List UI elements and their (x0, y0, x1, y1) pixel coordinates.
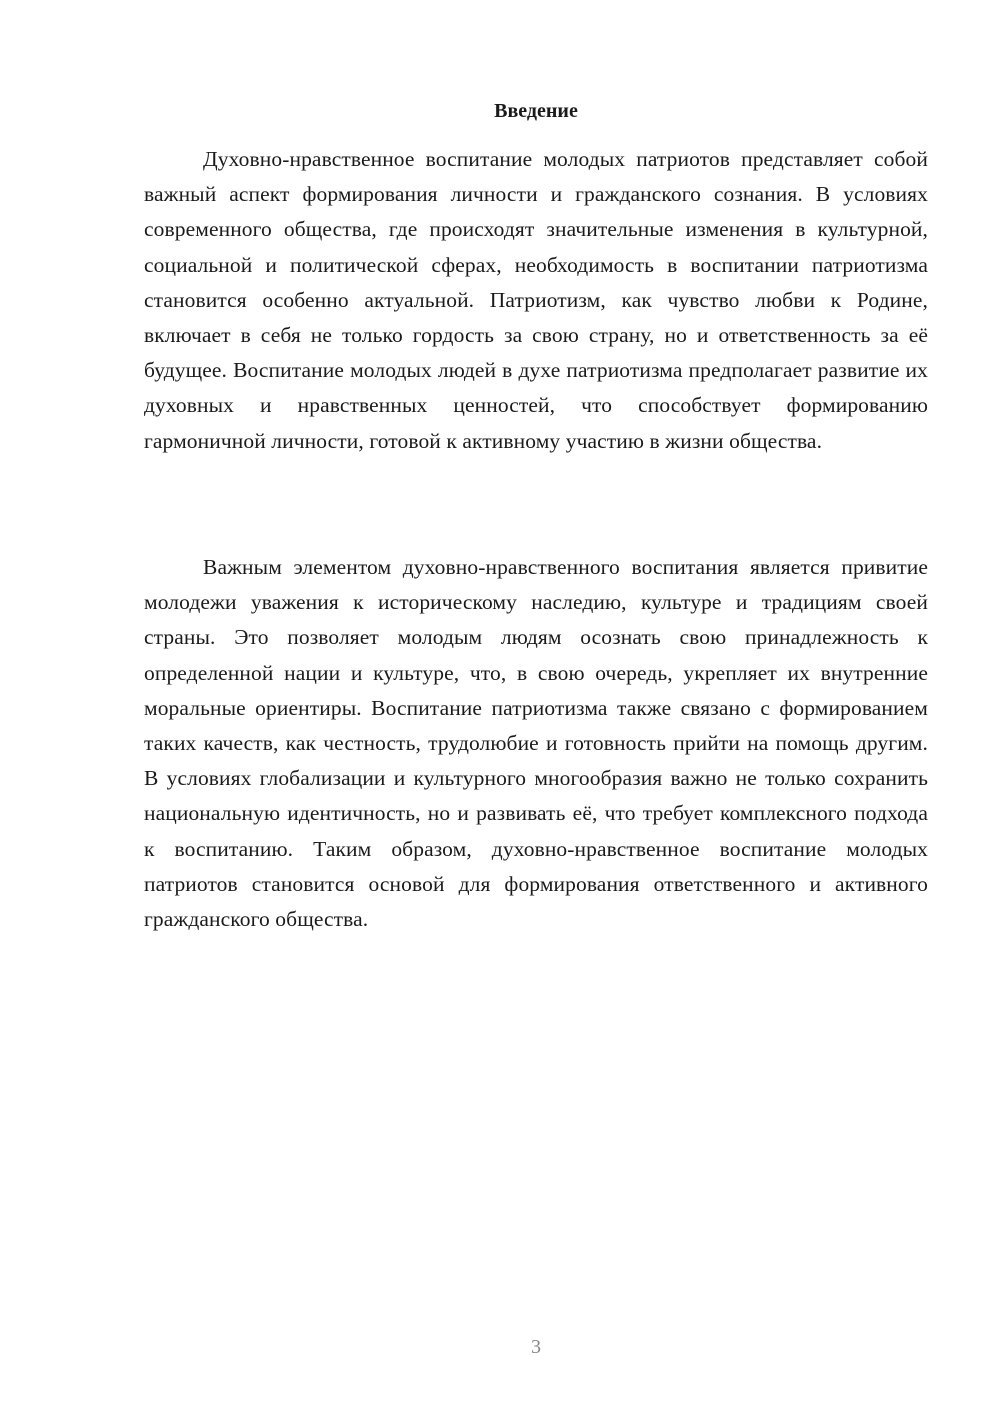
section-heading: Введение (494, 100, 578, 122)
paragraph-second: Важным элементом духовно-нравственного воспитания является привитие молодежи уважения к историческому наследию, культуре и традициям своей страны. Это позволяет молодым людям осознать свою принадлежность к определенной нации и культуре, что, в свою очередь, укрепляет их внутренние моральные ориентиры. Воспитание патриотизма также связано с формированием таких качеств, как честность, трудолюбие и готовность прийти на помощь другим. В условиях глобализации и культурного многообразия важно не только сохранить национальную идентичность, но и развивать её, что требует комплексного подхода к воспитанию. Таким образом, духовно-нравственное воспитание молодых патриотов становится основой для формирования ответственного и активного гражданского общества. (144, 555, 928, 932)
page-number: 3 (531, 1336, 541, 1358)
paragraph-intro: Духовно-нравственное воспитание молодых патриотов представляет собой важный аспект формирования личности и гражданского сознания. В условиях современного общества, где происходят значительные изменения в культурной, социальной и политической сферах, необходимость в воспитании патриотизма становится особенно актуальной. Патриотизм, как чувство любви к Родине, включает в себя не только гордость за свою страну, но и ответственность за её будущее. Воспитание молодых людей в духе патриотизма предполагает развитие их духовных и нравственных ценностей, что способствует формированию гармоничной личности, готовой к активному участию в жизни общества. (144, 147, 928, 453)
